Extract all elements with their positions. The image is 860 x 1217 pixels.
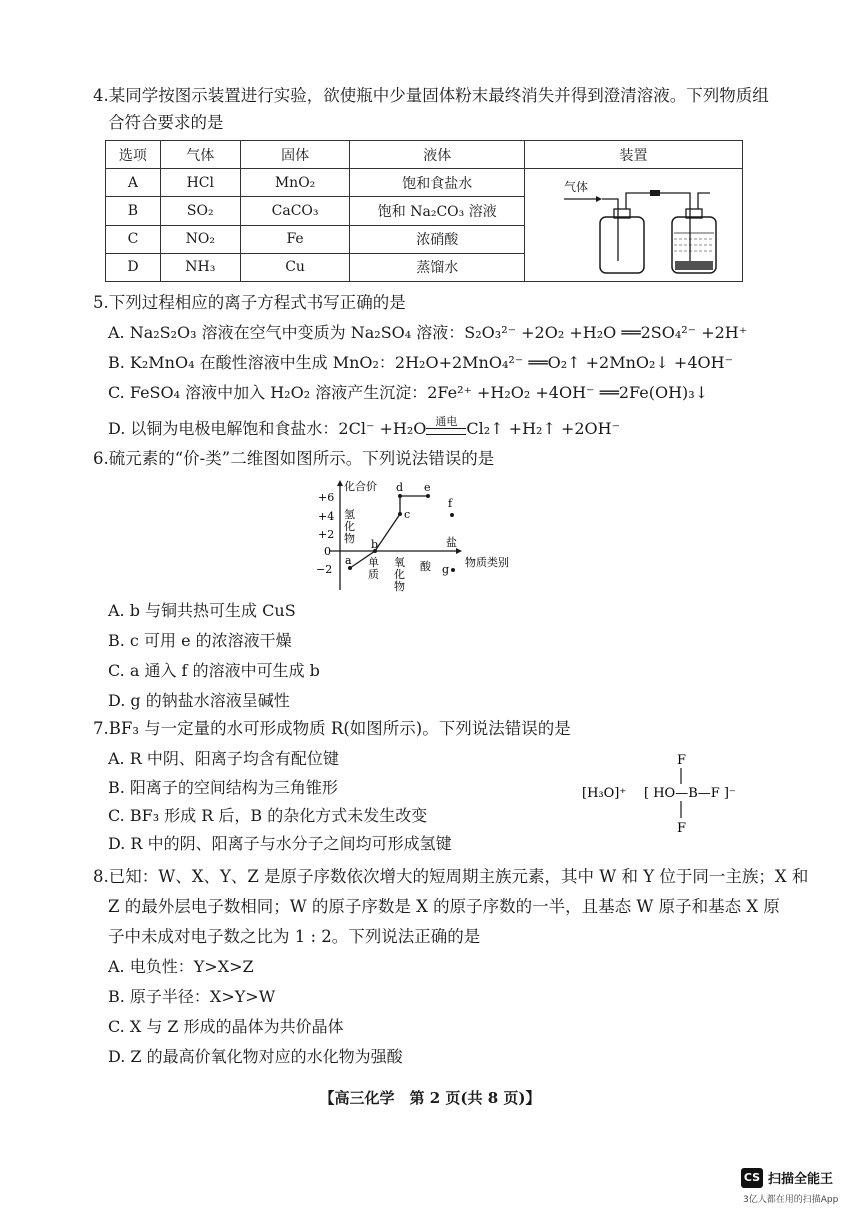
q5-stem: 5.下列过程相应的离子方程式书写正确的是 xyxy=(93,293,406,312)
q8-option-c: C. X 与 Z 形成的晶体为共价晶体 xyxy=(108,1017,344,1036)
y-axis-title: 化合价 xyxy=(344,480,377,493)
svg-text:化: 化 xyxy=(344,520,355,533)
cell-gas: SO₂ xyxy=(160,197,240,225)
label-f: f xyxy=(448,497,453,510)
q5-option-a: A. Na₂S₂O₃ 溶液在空气中变质为 Na₂SO₄ 溶液：S₂O₃²⁻ +2O₂ +H₂O ══2SO₄²⁻ +2H⁺ xyxy=(108,323,748,342)
q5-option-b: B. K₂MnO₄ 在酸性溶液中生成 MnO₂：2H₂O+2MnO₄²⁻ ══O₂↑ +2MnO₂↓ +4OH⁻ xyxy=(108,353,734,372)
x-category-acid: 酸 xyxy=(420,560,431,573)
svg-text:质: 质 xyxy=(368,568,379,581)
x-category-salt: 盐 xyxy=(446,536,457,549)
electrolysis-condition: 通电 xyxy=(435,415,458,428)
svg-text:化: 化 xyxy=(394,568,405,581)
q4-options-table xyxy=(105,140,743,282)
header-gas: 气体 xyxy=(160,141,240,169)
apparatus-gas-label: 气体 xyxy=(563,180,588,194)
svg-text:单: 单 xyxy=(368,556,379,569)
header-solid: 固体 xyxy=(240,141,350,169)
label-b: b xyxy=(371,538,379,551)
gas-washing-bottles-diagram xyxy=(534,169,734,277)
x-axis-title: 物质类别 xyxy=(465,556,509,569)
q8-option-d: D. Z 的最高价氧化物对应的水化物为强酸 xyxy=(108,1047,403,1066)
electrolysis-arrow xyxy=(426,415,466,435)
label-g: g xyxy=(442,563,450,576)
y-tick: +4 xyxy=(318,510,335,523)
svg-text:物: 物 xyxy=(344,532,355,545)
svg-text:氧: 氧 xyxy=(394,556,405,569)
camscanner-tagline: 3亿人都在用的扫描App xyxy=(743,1195,839,1205)
q5-d-right: Cl₂↑ +H₂↑ +2OH⁻ xyxy=(466,419,621,438)
cell-option: B xyxy=(106,197,161,225)
sulfur-valence-class-chart xyxy=(300,478,530,598)
x-category-hydride xyxy=(344,507,355,545)
q4-stem-line1: 4.某同学按图示装置进行实验，欲使瓶中少量固体粉末最终消失并得到澄清溶液。下列物质组 xyxy=(93,86,769,105)
y-tick: +6 xyxy=(318,491,335,504)
x-category-element xyxy=(368,556,379,581)
cell-option: C xyxy=(106,225,161,253)
cell-gas: NH₃ xyxy=(160,253,240,281)
cation-formula: [H₃O]⁺ xyxy=(582,786,627,801)
table-row xyxy=(106,169,743,197)
cell-gas: NO₂ xyxy=(160,225,240,253)
q7-stem: 7.BF₃ 与一定量的水可形成物质 R(如图所示)。下列说法错误的是 xyxy=(93,719,571,738)
header-apparatus: 装置 xyxy=(525,141,743,169)
anion-formula: [ HO—B—F ]⁻ xyxy=(644,786,736,801)
cell-option: D xyxy=(106,253,161,281)
point-c xyxy=(398,512,402,516)
y-tick: 0 xyxy=(324,545,331,558)
cell-gas: HCl xyxy=(160,169,240,197)
y-tick: +2 xyxy=(318,528,335,541)
q7-option-d: D. R 中的阴、阳离子与水分子之间均可形成氢键 xyxy=(108,834,452,853)
label-a: a xyxy=(345,554,352,567)
q5-d-left: D. 以铜为电极电解饱和食盐水：2Cl⁻ +H₂O xyxy=(108,419,427,438)
cell-solid: Cu xyxy=(240,253,350,281)
cell-liquid: 蒸馏水 xyxy=(350,253,525,281)
label-c: c xyxy=(404,508,411,521)
point-e xyxy=(426,494,430,498)
camscanner-logo-icon: CS xyxy=(741,1168,763,1188)
page-footer: 【高三化学 第 2 页(共 8 页)】 xyxy=(319,1089,541,1107)
cell-solid: Fe xyxy=(240,225,350,253)
q6-option-a: A. b 与铜共热可生成 CuS xyxy=(108,601,296,620)
q5-option-c: C. FeSO₄ 溶液中加入 H₂O₂ 溶液产生沉淀：2Fe²⁺ +H₂O₂ +4OH⁻ ══2Fe(OH)₃↓ xyxy=(108,383,709,402)
q8-stem-line2: Z 的最外层电子数相同；W 的原子序数是 X 的原子序数的一半，且基态 W 原子和基态 X 原 xyxy=(108,897,780,916)
q6-option-c: C. a 通入 f 的溶液中可生成 b xyxy=(108,661,320,680)
q8-option-b: B. 原子半径：X>Y>W xyxy=(108,987,276,1006)
q8-option-a: A. 电负性：Y>X>Z xyxy=(108,957,254,976)
point-d xyxy=(398,494,402,498)
label-e: e xyxy=(424,481,431,494)
apparatus-cell xyxy=(525,169,743,282)
cell-liquid: 饱和食盐水 xyxy=(350,169,525,197)
r-structure-diagram xyxy=(578,750,748,840)
fluorine-top: F xyxy=(677,753,687,768)
y-tick: −2 xyxy=(316,563,333,576)
q8-stem-line3: 子中未成对电子数之比为 1 : 2。下列说法正确的是 xyxy=(108,927,481,946)
q7-option-b: B. 阳离子的空间结构为三角锥形 xyxy=(108,778,338,797)
cell-solid: CaCO₃ xyxy=(240,197,350,225)
q5-option-d xyxy=(108,415,621,440)
label-d: d xyxy=(396,481,404,494)
fluorine-bottom: F xyxy=(677,821,687,836)
q8-stem-line1: 8.已知：W、X、Y、Z 是原子序数依次增大的短周期主族元素，其中 W 和 Y 位于同一主族；X 和 xyxy=(93,867,809,886)
header-option: 选项 xyxy=(106,141,161,169)
table-header-row xyxy=(106,141,743,169)
point-g xyxy=(451,568,455,572)
cell-liquid: 饱和 Na₂CO₃ 溶液 xyxy=(350,197,525,225)
q7-option-a: A. R 中阴、阳离子均含有配位键 xyxy=(108,749,339,768)
point-f xyxy=(450,513,454,517)
q6-option-b: B. c 可用 e 的浓溶液干燥 xyxy=(108,631,292,650)
svg-text:物: 物 xyxy=(394,580,405,593)
header-liquid: 液体 xyxy=(350,141,525,169)
q4-stem-line2: 合符合要求的是 xyxy=(108,113,224,132)
camscanner-name: 扫描全能王 xyxy=(768,1172,834,1187)
svg-text:氢: 氢 xyxy=(344,508,355,521)
q6-option-d: D. g 的钠盐水溶液呈碱性 xyxy=(108,691,290,710)
cell-solid: MnO₂ xyxy=(240,169,350,197)
q6-stem: 6.硫元素的“价-类”二维图如图所示。下列说法错误的是 xyxy=(93,449,495,468)
x-category-oxide xyxy=(394,555,405,593)
q7-option-c: C. BF₃ 形成 R 后，B 的杂化方式未发生改变 xyxy=(108,806,428,825)
cell-option: A xyxy=(106,169,161,197)
cell-liquid: 浓硝酸 xyxy=(350,225,525,253)
